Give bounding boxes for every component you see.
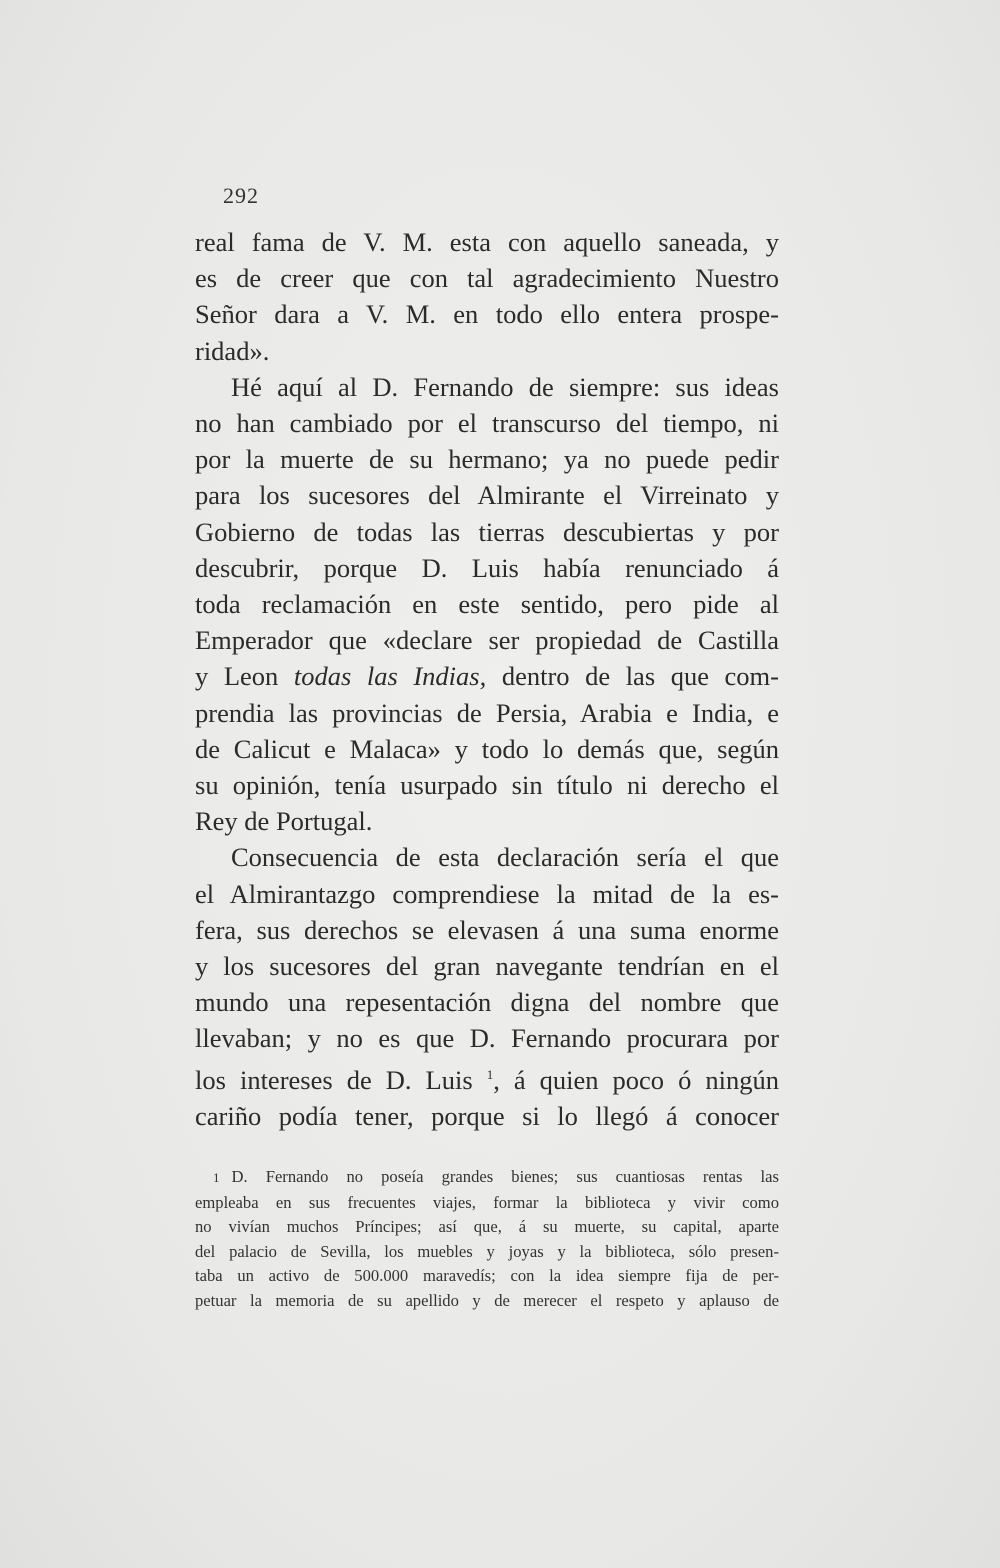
footnote-line: taba un activo de 500.000 maravedís; con la idea siempre fija de per- — [195, 1266, 779, 1285]
text-segment: dentro de las que com- — [486, 661, 779, 692]
footnote-line — [195, 1165, 779, 1191]
text-line: toda reclamación en este sentido, pero pide al — [195, 589, 779, 620]
footnote-number: 1 — [213, 1170, 220, 1185]
text-line: fera, sus derechos se elevasen á una suma enorme — [195, 914, 779, 945]
text-line: ridad». — [195, 335, 270, 366]
text-line: prendia las provincias de Persia, Arabia e India, e — [195, 697, 779, 728]
text-line: Señor dara a V. M. en todo ello entera prospe- — [195, 299, 779, 330]
footnote-line: del palacio de Sevilla, los muebles y joyas y la biblioteca, sólo presen- — [195, 1241, 779, 1261]
text-segment: los intereses de D. Luis — [195, 1064, 487, 1095]
text-line: Rey de Portugal. — [195, 806, 373, 837]
footnote — [195, 1165, 779, 1313]
page-number: 292 — [223, 183, 259, 208]
paragraph-start-line: Hé aquí al D. Fernando de siempre: sus ideas — [231, 371, 779, 402]
text-line: Gobierno de todas las tierras descubiertas y por — [195, 516, 779, 547]
text-line: y los sucesores del gran navegante tendrían en el — [195, 951, 779, 982]
footnote-text: D. Fernando no poseía grandes bienes; sus cuantiosas rentas las — [231, 1167, 779, 1186]
italic-phrase: todas las Indias, — [293, 661, 487, 692]
text-line: no han cambiado por el transcurso del tiempo, ni — [195, 408, 779, 439]
paragraph-start-line: Consecuencia de esta declaración sería el que — [231, 842, 779, 873]
text-line: cariño podía tener, porque si lo llegó á conocer — [195, 1100, 779, 1131]
body-text — [195, 224, 779, 1134]
footnote-line: empleaba en sus frecuentes viajes, formar la biblioteca y vivir como — [195, 1192, 779, 1212]
text-line-with-italic — [195, 658, 779, 694]
text-segment: y Leon — [195, 661, 294, 692]
footnote-reference: 1 — [486, 1066, 494, 1082]
text-line: mundo una repesentación digna del nombre que — [195, 987, 779, 1018]
text-line: descubrir, porque D. Luis había renunciado á — [195, 552, 779, 583]
text-line: el Almirantazgo comprendiese la mitad de la es- — [195, 878, 779, 909]
text-line-with-footnote-ref — [195, 1057, 779, 1098]
text-line: real fama de V. M. esta con aquello saneada, y — [195, 227, 779, 257]
text-line: llevaban; y no es que D. Fernando procurara por — [195, 1023, 779, 1054]
text-line: es de creer que con tal agradecimiento Nuestro — [195, 263, 779, 294]
text-line: su opinión, tenía usurpado sin título ni derecho el — [195, 770, 779, 801]
text-line: de Calicut e Malaca» y todo lo demás que, según — [195, 733, 779, 764]
text-line: Emperador que «declare ser propiedad de Castilla — [195, 625, 779, 656]
text-line: para los sucesores del Almirante el Virreinato y — [195, 480, 779, 511]
footnote-line: no vivían muchos Príncipes; así que, á su muerte, su capital, aparte — [195, 1217, 779, 1236]
text-segment: , á quien poco ó ningún — [493, 1064, 779, 1095]
text-line: por la muerte de su hermano; ya no puede pedir — [195, 444, 779, 475]
footnote-line: petuar la memoria de su apellido y de merecer el respeto y aplauso de — [195, 1290, 779, 1310]
